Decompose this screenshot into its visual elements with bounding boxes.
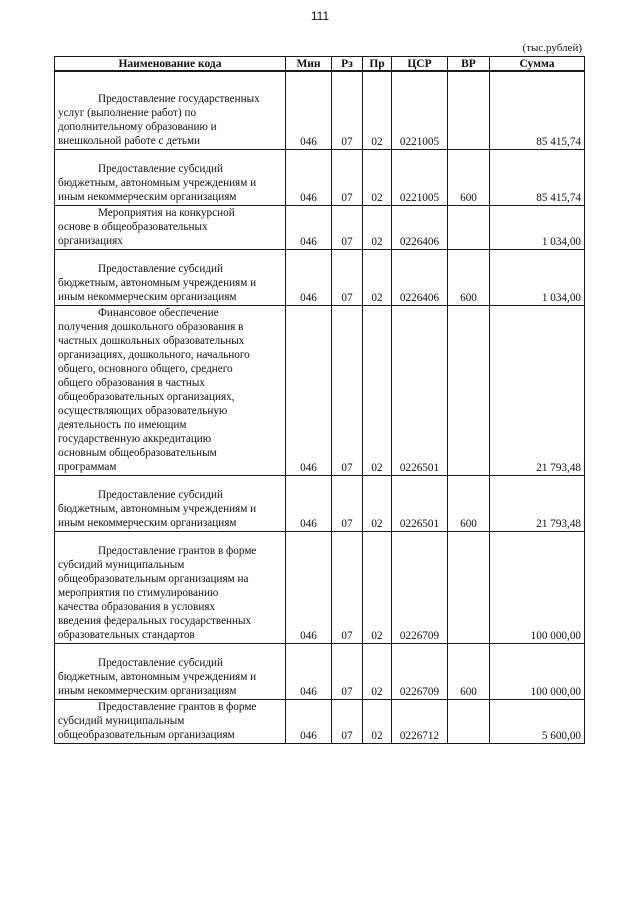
row-name-line: Предоставление субсидий <box>98 489 224 501</box>
row-name-line: организациях <box>58 235 123 247</box>
row-pr-cell: 02 <box>363 150 392 206</box>
header-pr: Пр <box>363 57 392 72</box>
row-name-cell <box>55 532 286 644</box>
row-csr-cell: 0226709 <box>392 532 448 644</box>
row-min-cell: 046 <box>286 476 332 532</box>
row-min-cell: 046 <box>286 150 332 206</box>
row-name-cell <box>55 71 286 150</box>
row-sum-cell: 1 034,00 <box>490 250 585 306</box>
row-name-line: общеобразовательным организациям <box>58 729 235 741</box>
row-rz-cell: 07 <box>332 306 363 476</box>
row-name-line: Мероприятия на конкурсной <box>98 207 235 219</box>
row-name-line: общего образования в частных <box>58 377 205 389</box>
row-csr-cell: 0226501 <box>392 306 448 476</box>
table-row <box>55 206 585 250</box>
budget-table <box>54 56 585 744</box>
row-name-line: Предоставление субсидий <box>98 263 224 275</box>
row-vr-cell <box>448 306 490 476</box>
row-sum-cell: 1 034,00 <box>490 206 585 250</box>
row-sum-cell: 100 000,00 <box>490 532 585 644</box>
row-name-line: качества образования в условиях <box>58 601 216 613</box>
table-row <box>55 700 585 744</box>
row-pr-cell: 02 <box>363 306 392 476</box>
row-name-line: общеобразовательным организациям на <box>58 573 249 585</box>
row-csr-cell: 0226709 <box>392 644 448 700</box>
row-vr-cell <box>448 532 490 644</box>
table-row <box>55 71 585 150</box>
row-sum-cell: 5 600,00 <box>490 700 585 744</box>
row-min-cell: 046 <box>286 71 332 150</box>
row-name-line: Предоставление грантов в форме <box>98 545 257 557</box>
row-name-cell <box>55 644 286 700</box>
row-csr-cell: 0226501 <box>392 476 448 532</box>
table-row <box>55 250 585 306</box>
row-name-line: программам <box>58 461 117 473</box>
row-min-cell: 046 <box>286 250 332 306</box>
row-name-line: иным некоммерческим организациям <box>58 291 237 303</box>
row-csr-cell: 0221005 <box>392 71 448 150</box>
row-min-cell: 046 <box>286 700 332 744</box>
table-row <box>55 532 585 644</box>
row-name-line: основе в общеобразовательных <box>58 221 208 233</box>
row-min-cell: 046 <box>286 532 332 644</box>
row-name-cell <box>55 700 286 744</box>
row-vr-cell: 600 <box>448 644 490 700</box>
row-rz-cell: 07 <box>332 476 363 532</box>
row-name-line: внешкольной работе с детьми <box>58 135 201 147</box>
row-vr-cell: 600 <box>448 250 490 306</box>
row-name-line: субсидий муниципальным <box>58 559 185 571</box>
row-name-line: бюджетным, автономным учреждениям и <box>58 503 257 515</box>
row-rz-cell: 07 <box>332 71 363 150</box>
table-row <box>55 644 585 700</box>
row-name-line: бюджетным, автономным учреждениям и <box>58 177 257 189</box>
table-header-row <box>55 57 585 72</box>
row-name-line: образовательных стандартов <box>58 629 195 641</box>
row-rz-cell: 07 <box>332 700 363 744</box>
row-sum-cell: 21 793,48 <box>490 306 585 476</box>
header-csr: ЦСР <box>392 57 448 72</box>
row-pr-cell: 02 <box>363 206 392 250</box>
row-name-cell <box>55 476 286 532</box>
row-name-cell <box>55 206 286 250</box>
row-pr-cell: 02 <box>363 71 392 150</box>
row-vr-cell <box>448 206 490 250</box>
row-rz-cell: 07 <box>332 206 363 250</box>
row-sum-cell: 21 793,48 <box>490 476 585 532</box>
row-name-cell <box>55 306 286 476</box>
row-name-line: Предоставление субсидий <box>98 163 224 175</box>
header-name: Наименование кода <box>55 57 286 72</box>
row-csr-cell: 0226406 <box>392 206 448 250</box>
row-name-line: государственную аккредитацию <box>58 433 212 445</box>
row-name-line: Предоставление субсидий <box>98 657 224 669</box>
table-row <box>55 306 585 476</box>
row-name-line: основным общеобразовательным <box>58 447 217 459</box>
row-rz-cell: 07 <box>332 644 363 700</box>
row-pr-cell: 02 <box>363 532 392 644</box>
row-vr-cell <box>448 700 490 744</box>
row-csr-cell: 0226712 <box>392 700 448 744</box>
row-name-line: получения дошкольного образования в <box>58 321 244 333</box>
row-csr-cell: 0226406 <box>392 250 448 306</box>
row-name-line: введения федеральных государственных <box>58 615 252 627</box>
row-name-line: Финансовое обеспечение <box>98 307 219 319</box>
row-name-cell <box>55 150 286 206</box>
row-min-cell: 046 <box>286 644 332 700</box>
row-name-line: осуществляющих образовательную <box>58 405 228 417</box>
row-rz-cell: 07 <box>332 250 363 306</box>
row-name-cell <box>55 250 286 306</box>
units-label: (тыс.рублей) <box>522 42 582 54</box>
row-min-cell: 046 <box>286 306 332 476</box>
row-rz-cell: 07 <box>332 150 363 206</box>
row-sum-cell: 100 000,00 <box>490 644 585 700</box>
row-name-line: услуг (выполнение работ) по <box>58 107 197 119</box>
row-name-line: дополнительному образованию и <box>58 121 217 133</box>
row-name-line: деятельность по имеющим <box>58 419 187 431</box>
row-name-line: общеобразовательных организациях, <box>58 391 235 403</box>
row-vr-cell: 600 <box>448 150 490 206</box>
row-name-line: частных дошкольных образовательных <box>58 335 245 347</box>
row-pr-cell: 02 <box>363 700 392 744</box>
row-name-line: Предоставление государственных <box>98 93 260 105</box>
row-name-line: организациях, дошкольного, начального <box>58 349 250 361</box>
header-rz: Рз <box>332 57 363 72</box>
row-name-line: иным некоммерческим организациям <box>58 685 237 697</box>
page-number: 111 <box>310 9 330 23</box>
row-pr-cell: 02 <box>363 250 392 306</box>
table-row <box>55 476 585 532</box>
row-vr-cell: 600 <box>448 476 490 532</box>
row-name-line: Предоставление грантов в форме <box>98 701 257 713</box>
row-name-line: иным некоммерческим организациям <box>58 191 237 203</box>
row-pr-cell: 02 <box>363 476 392 532</box>
row-csr-cell: 0221005 <box>392 150 448 206</box>
header-vr: ВР <box>448 57 490 72</box>
header-min: Мин <box>286 57 332 72</box>
row-sum-cell: 85 415,74 <box>490 71 585 150</box>
row-name-line: общего, основного общего, среднего <box>58 363 233 375</box>
table-row <box>55 150 585 206</box>
table-body <box>55 71 585 744</box>
row-name-line: бюджетным, автономным учреждениям и <box>58 277 257 289</box>
row-name-line: бюджетным, автономным учреждениям и <box>58 671 257 683</box>
row-rz-cell: 07 <box>332 532 363 644</box>
header-sum: Сумма <box>490 57 585 72</box>
row-vr-cell <box>448 71 490 150</box>
row-name-line: мероприятия по стимулированию <box>58 587 219 599</box>
row-min-cell: 046 <box>286 206 332 250</box>
row-name-line: субсидий муниципальным <box>58 715 185 727</box>
row-sum-cell: 85 415,74 <box>490 150 585 206</box>
row-name-line: иным некоммерческим организациям <box>58 517 237 529</box>
row-pr-cell: 02 <box>363 644 392 700</box>
